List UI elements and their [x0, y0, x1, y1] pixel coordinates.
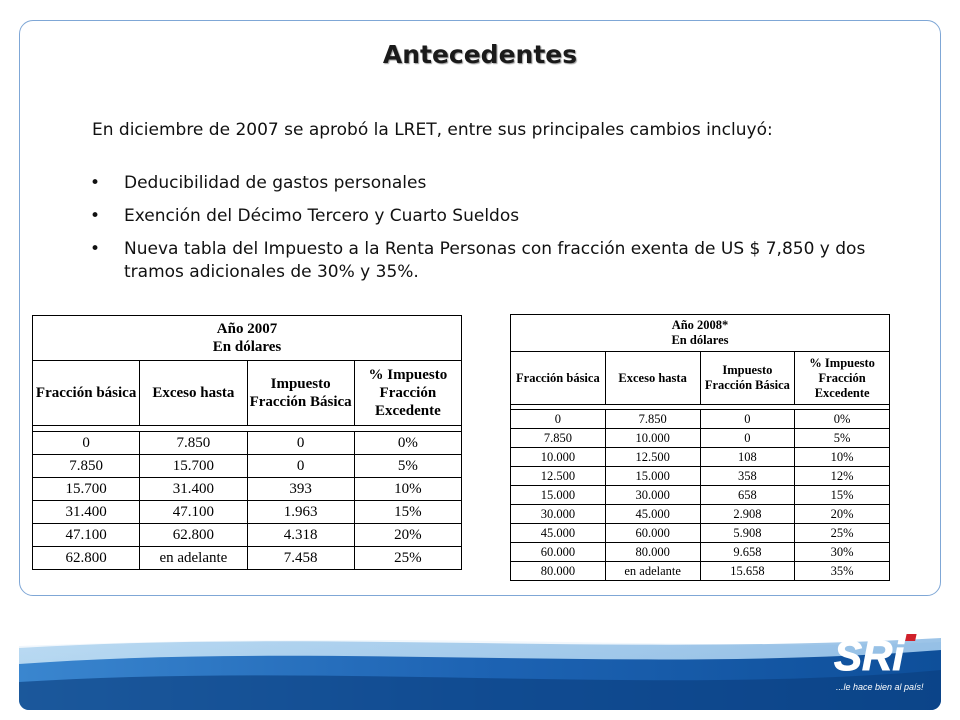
table-cell: 15%	[795, 486, 890, 505]
table-cell: 60.000	[511, 543, 606, 562]
table-cell: en adelante	[605, 562, 700, 581]
bullet-list	[90, 172, 920, 294]
column-header: Exceso hasta	[605, 352, 700, 405]
table-caption	[511, 315, 890, 352]
column-header: Impuesto Fracción Básica	[247, 361, 354, 426]
table-cell: 7.850	[605, 410, 700, 429]
table-cell: 658	[700, 486, 795, 505]
bullet-item	[90, 205, 920, 228]
bullet-marker: •	[90, 206, 101, 226]
table-row	[33, 501, 462, 524]
sri-logo	[830, 618, 930, 698]
table-row	[511, 524, 890, 543]
column-header: % Impuesto Fracción Excedente	[795, 352, 890, 405]
table-row	[33, 478, 462, 501]
table-cell: 20%	[795, 505, 890, 524]
table-cell: 30.000	[605, 486, 700, 505]
table-caption-year: Año 2007	[216, 321, 278, 337]
table-cell: 31.400	[140, 478, 247, 501]
table-row	[511, 448, 890, 467]
table-cell: 45.000	[511, 524, 606, 543]
table-cell: 15%	[354, 501, 461, 524]
logo-text: SRi	[834, 632, 905, 679]
table-cell: 0	[511, 410, 606, 429]
table-cell: 0%	[354, 432, 461, 455]
table-row	[33, 547, 462, 570]
table-cell: en adelante	[140, 547, 247, 570]
table-cell: 5.908	[700, 524, 795, 543]
table-cell: 108	[700, 448, 795, 467]
table-row	[511, 410, 890, 429]
table-row	[511, 429, 890, 448]
table-cell: 358	[700, 467, 795, 486]
intro-text: En diciembre de 2007 se aprobó la LRET, entre sus principales cambios incluyó:	[92, 120, 773, 140]
table-cell: 2.908	[700, 505, 795, 524]
table-cell: 393	[247, 478, 354, 501]
column-header: Fracción básica	[33, 361, 140, 426]
table-cell: 0%	[795, 410, 890, 429]
bullet-marker: •	[90, 173, 101, 193]
table-cell: 62.800	[33, 547, 140, 570]
table-cell: 0	[247, 432, 354, 455]
table-cell: 15.000	[511, 486, 606, 505]
table-cell: 0	[700, 429, 795, 448]
table-cell: 12.500	[511, 467, 606, 486]
table-cell: 15.658	[700, 562, 795, 581]
table-cell: 9.658	[700, 543, 795, 562]
column-header: Exceso hasta	[140, 361, 247, 426]
table-cell: 30.000	[511, 505, 606, 524]
table-cell: 12%	[795, 467, 890, 486]
table-cell: 10.000	[605, 429, 700, 448]
logo-tagline: ...le hace bien al país!	[836, 682, 924, 692]
table-cell: 60.000	[605, 524, 700, 543]
table-cell: 15.000	[605, 467, 700, 486]
table-cell: 0	[247, 455, 354, 478]
tax-table-2008	[510, 314, 890, 581]
table-caption-unit: En dólares	[671, 333, 729, 347]
table-row	[33, 432, 462, 455]
column-header: Impuesto Fracción Básica	[700, 352, 795, 405]
bullet-text: Deducibilidad de gastos personales	[124, 173, 427, 193]
table-body	[511, 410, 890, 581]
table-cell: 0	[33, 432, 140, 455]
table-cell: 5%	[795, 429, 890, 448]
column-header: Fracción básica	[511, 352, 606, 405]
table-cell: 15.700	[140, 455, 247, 478]
table-row	[33, 524, 462, 547]
table-cell: 30%	[795, 543, 890, 562]
table-cell: 15.700	[33, 478, 140, 501]
banner-swoosh	[19, 612, 941, 710]
table-cell: 5%	[354, 455, 461, 478]
table-caption-year: Año 2008*	[671, 318, 729, 332]
table-cell: 12.500	[605, 448, 700, 467]
table-cell: 31.400	[33, 501, 140, 524]
table-cell: 80.000	[605, 543, 700, 562]
column-header: % Impuesto Fracción Excedente	[354, 361, 461, 426]
table-cell: 10%	[795, 448, 890, 467]
table-cell: 1.963	[247, 501, 354, 524]
table-row	[511, 505, 890, 524]
table-cell: 7.850	[511, 429, 606, 448]
table-cell: 7.850	[140, 432, 247, 455]
table-cell: 7.850	[33, 455, 140, 478]
table-row	[511, 543, 890, 562]
bullet-item	[90, 172, 920, 195]
table-body	[33, 432, 462, 570]
table-cell: 25%	[795, 524, 890, 543]
table-cell: 7.458	[247, 547, 354, 570]
table-cell: 47.100	[140, 501, 247, 524]
bullet-item	[90, 238, 920, 284]
table-cell: 62.800	[140, 524, 247, 547]
footer-banner	[19, 612, 941, 710]
table-cell: 20%	[354, 524, 461, 547]
table-cell: 35%	[795, 562, 890, 581]
table-cell: 10.000	[511, 448, 606, 467]
table-row	[33, 455, 462, 478]
table-row	[511, 562, 890, 581]
table-caption-unit: En dólares	[212, 339, 282, 355]
table-cell: 80.000	[511, 562, 606, 581]
sri-logo-mark	[830, 618, 930, 698]
logo-accent	[905, 634, 916, 641]
table-row	[511, 486, 890, 505]
table-row	[511, 467, 890, 486]
table-cell: 4.318	[247, 524, 354, 547]
table-caption	[33, 316, 462, 361]
table-cell: 47.100	[33, 524, 140, 547]
bullet-text: Nueva tabla del Impuesto a la Renta Personas con fracción exenta de US $ 7,850 y dos tramos adicionales de 30% y 35%.	[124, 239, 866, 282]
slide-title: Antecedentes	[382, 40, 578, 69]
bullet-text: Exención del Décimo Tercero y Cuarto Sueldos	[124, 206, 520, 226]
tax-table-2007	[32, 315, 462, 570]
bullet-marker: •	[90, 239, 101, 259]
table-cell: 0	[700, 410, 795, 429]
table-cell: 25%	[354, 547, 461, 570]
table-cell: 45.000	[605, 505, 700, 524]
table-cell: 10%	[354, 478, 461, 501]
